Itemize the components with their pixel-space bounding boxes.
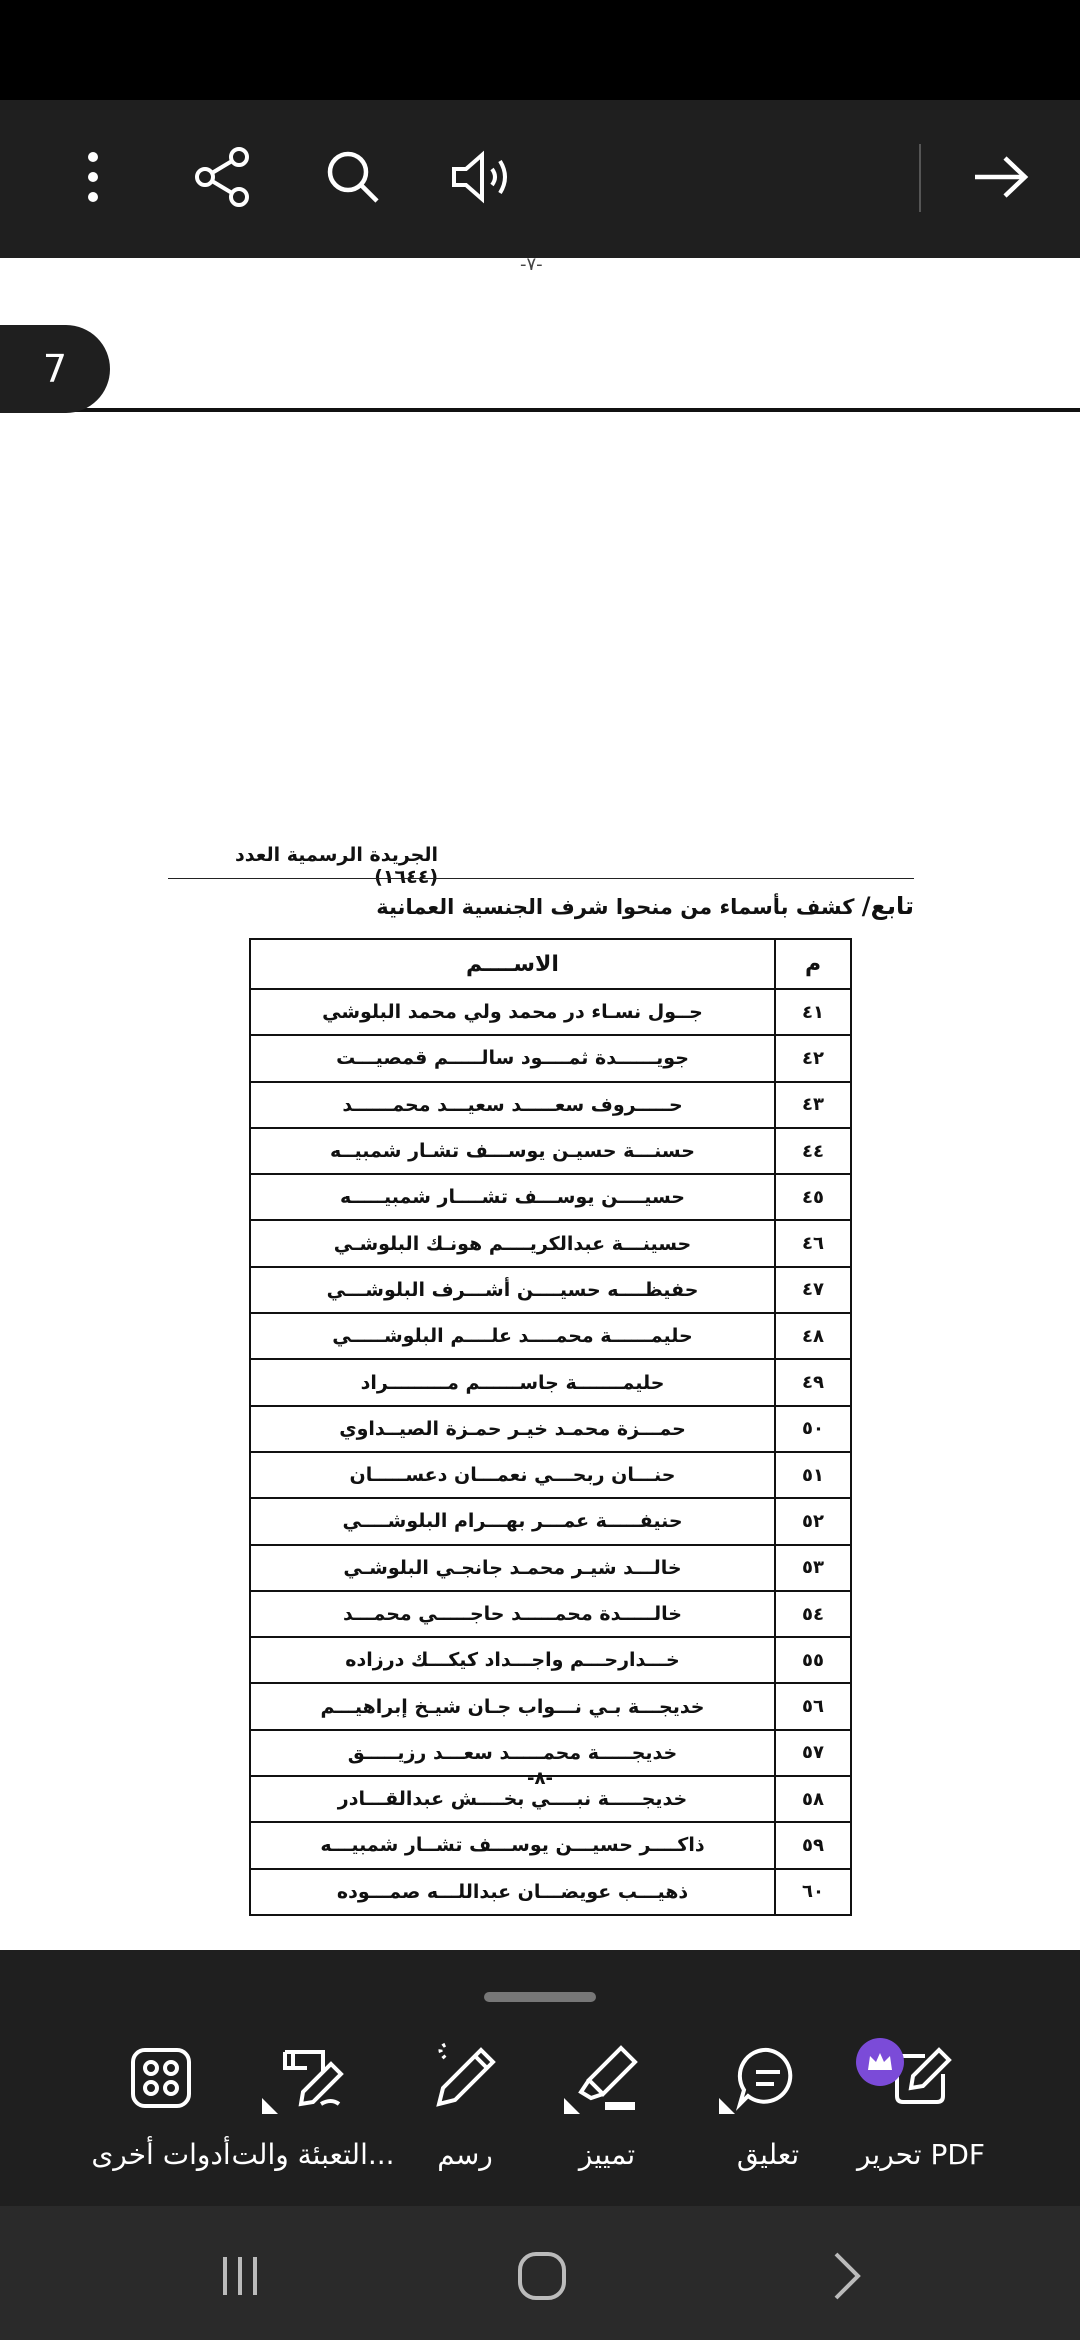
table-header-row <box>250 939 851 989</box>
previous-page-number: -٧- <box>520 258 543 275</box>
row-name: خديجـــــة محمـــــد سعـــد رزيـــــق <box>250 1730 775 1776</box>
row-number: ٤٦ <box>775 1220 851 1266</box>
recent-apps-icon <box>215 2251 265 2301</box>
tool-label: التعبئة والت... <box>231 2138 395 2171</box>
more-options-button[interactable] <box>38 122 148 232</box>
row-number: ٤٥ <box>775 1174 851 1220</box>
speaker-icon <box>448 147 518 207</box>
row-name: جويــــــدة ثمــــود سالـــــم قمصيـــت <box>250 1035 775 1081</box>
tool-label: أدوات أخرى <box>91 2138 231 2171</box>
header-rule <box>168 878 914 879</box>
row-number: ٤٣ <box>775 1082 851 1128</box>
row-number: ٥١ <box>775 1452 851 1498</box>
tool-label: تحرير PDF <box>856 2138 985 2171</box>
row-name: خديجـــة بـي نـــواب جـان شيـخ إبراهيـــم <box>250 1683 775 1729</box>
row-name: حليمــــــة محمــــد علــــم البلوشـــــي <box>250 1313 775 1359</box>
table-row <box>250 1683 851 1729</box>
kebab-menu-icon <box>83 147 103 207</box>
page-number: -٨- <box>527 1768 553 1789</box>
document-viewer[interactable] <box>0 258 1080 1950</box>
table-row <box>250 1406 851 1452</box>
more-tools-icon <box>121 2038 201 2118</box>
gazette-header: الجريدة الرسمية العدد (١٦٤٤) <box>235 844 438 888</box>
header-name: الاســــم <box>250 939 775 989</box>
table-row <box>250 1035 851 1081</box>
table-row <box>250 1313 851 1359</box>
expand-corner-icon <box>262 2098 278 2114</box>
search-icon <box>323 147 383 207</box>
share-button[interactable] <box>168 122 278 232</box>
tool-label: تعليق <box>736 2138 800 2171</box>
top-toolbar <box>0 100 1080 258</box>
row-number: ٥٣ <box>775 1545 851 1591</box>
arrow-right-icon <box>971 152 1031 202</box>
document-page <box>0 670 1080 1950</box>
row-number: ٤٢ <box>775 1035 851 1081</box>
recent-apps-button[interactable] <box>190 2236 290 2316</box>
row-number: ٥٠ <box>775 1406 851 1452</box>
row-name: حنـــان ربحـــي نعمـــان دعســـــان <box>250 1452 775 1498</box>
tool-more-tools[interactable] <box>76 2038 246 2188</box>
table-row <box>250 1822 851 1868</box>
fill-sign-icon <box>273 2038 353 2118</box>
home-button[interactable] <box>492 2236 592 2316</box>
share-icon <box>191 145 255 209</box>
status-bar <box>0 0 1080 100</box>
search-button[interactable] <box>298 122 408 232</box>
forward-button[interactable] <box>946 122 1056 232</box>
system-navigation-bar <box>0 2206 1080 2340</box>
table-row <box>250 1545 851 1591</box>
bottom-tools-panel <box>0 1950 1080 2206</box>
row-number: ٤٤ <box>775 1128 851 1174</box>
row-number: ٥٩ <box>775 1822 851 1868</box>
row-name: حسنـــة حسيـن يوســـف تشـار شمبيــه <box>250 1128 775 1174</box>
row-name: حليمـــــــة جاســــــم مـــــــــراد <box>250 1359 775 1405</box>
table-row <box>250 1267 851 1313</box>
read-aloud-button[interactable] <box>428 122 538 232</box>
table-row <box>250 1220 851 1266</box>
expand-corner-icon <box>564 2098 580 2114</box>
row-number: ٦٠ <box>775 1869 851 1915</box>
row-name: خالـــد شيـر محمـد جانجـي البلوشـي <box>250 1545 775 1591</box>
row-name: حفيظــــه حسيــــن أشـــرف البلوشـــي <box>250 1267 775 1313</box>
row-name: ذاكــــر حسيـــن يوســـف تشــار شمبيـــه <box>250 1822 775 1868</box>
row-name: خديجـــــة نبــــي بخــــش عبدالقـــادر <box>250 1776 775 1822</box>
expand-corner-icon <box>719 2098 735 2114</box>
row-name: حسيــــن يوســـف تشــــار شمبيـــــه <box>250 1174 775 1220</box>
toolbar-divider <box>919 144 921 212</box>
row-number: ٥٢ <box>775 1498 851 1544</box>
row-number: ٥٤ <box>775 1591 851 1637</box>
row-number: ٥٧ <box>775 1730 851 1776</box>
table-row <box>250 1869 851 1915</box>
drag-handle[interactable] <box>484 1992 596 2002</box>
row-number: ٤٩ <box>775 1359 851 1405</box>
draw-icon <box>425 2038 505 2118</box>
row-number: ٤٨ <box>775 1313 851 1359</box>
row-name: حنيفـــــة عمـــر بهـــرام البلوشــــي <box>250 1498 775 1544</box>
table-row <box>250 989 851 1035</box>
row-name: حمـــزة محمـد خيـر حمـزة الصيــداوي <box>250 1406 775 1452</box>
row-name: خـــدارحـــم واجـــداد كيكـــك درزاده <box>250 1637 775 1683</box>
header-num: م <box>775 939 851 989</box>
row-name: حـــــروف سعـــــد سعيـــد محمــــــد <box>250 1082 775 1128</box>
table-row <box>250 1452 851 1498</box>
document-subtitle <box>300 892 914 920</box>
row-name: جــول نسـاء در محمد ولي محمد البلوشي <box>250 989 775 1035</box>
table-row <box>250 1174 851 1220</box>
row-number: ٥٥ <box>775 1637 851 1683</box>
previous-page-edge <box>0 258 1080 412</box>
table-row <box>250 1082 851 1128</box>
row-number: ٥٨ <box>775 1776 851 1822</box>
table-row <box>250 1359 851 1405</box>
table-row <box>250 1637 851 1683</box>
home-icon <box>514 2248 570 2304</box>
page-indicator: 7 <box>0 325 110 413</box>
table-row <box>250 1591 851 1637</box>
row-number: ٤١ <box>775 989 851 1035</box>
row-number: ٤٧ <box>775 1267 851 1313</box>
comment-icon <box>728 2038 808 2118</box>
row-name: حسينـــة عبدالكريــــم هونـك البلوشـي <box>250 1220 775 1266</box>
chevron-right-icon <box>826 2248 866 2304</box>
back-button[interactable] <box>796 2236 896 2316</box>
premium-crown-icon <box>856 2038 904 2086</box>
table-row <box>250 1128 851 1174</box>
row-number: ٥٦ <box>775 1683 851 1729</box>
table-row <box>250 1498 851 1544</box>
row-name: خالـــــدة محمـــــد حاجـــــي محمـــد <box>250 1591 775 1637</box>
row-name: ذهيـــب عويضـــان عبداللـــه صمـــوده <box>250 1869 775 1915</box>
subtitle-lead: تابع/ <box>861 892 914 920</box>
subtitle-text: كشف بأسماء من منحوا شرف الجنسية العمانية <box>376 895 855 919</box>
tool-label: تمييز <box>578 2138 636 2171</box>
tool-label: رسم <box>437 2138 493 2171</box>
